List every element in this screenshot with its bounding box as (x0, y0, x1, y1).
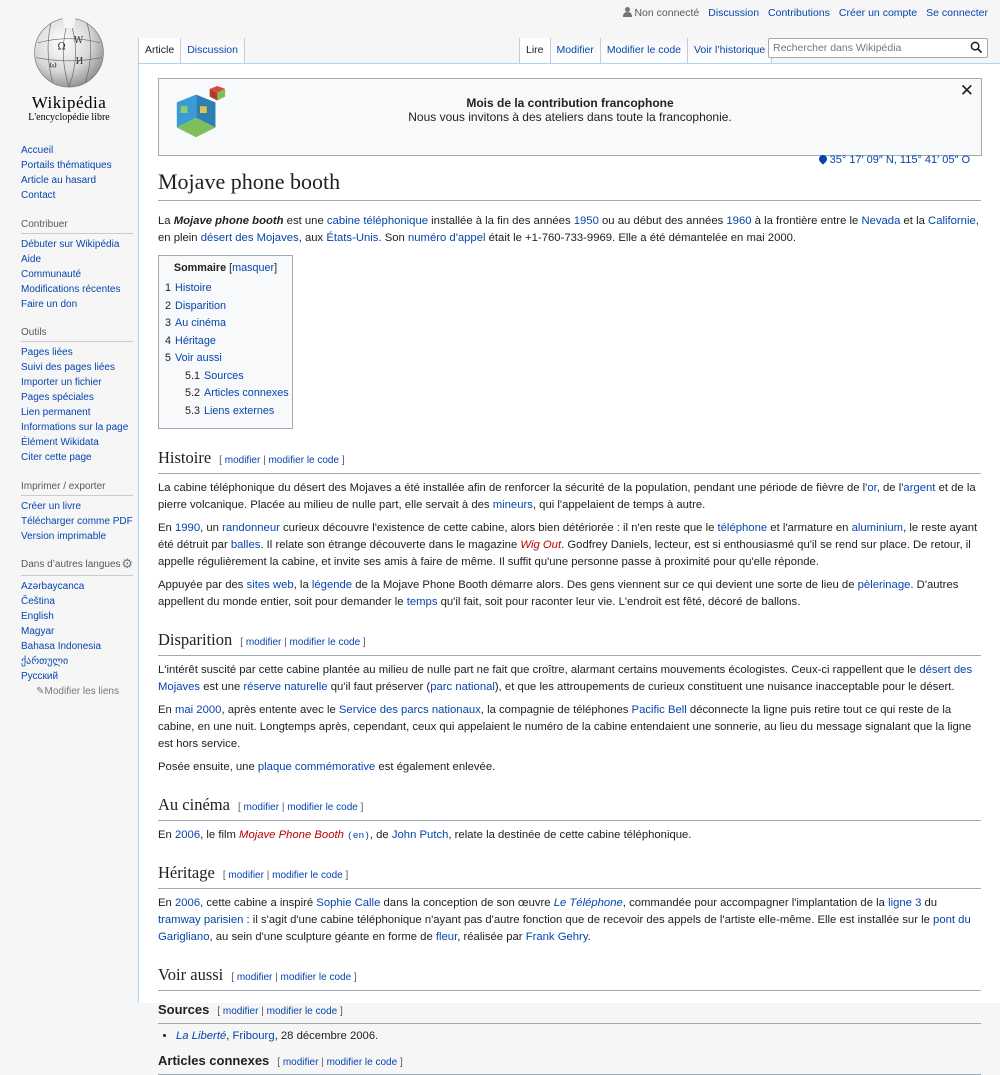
link-1960[interactable]: 1960 (726, 215, 752, 227)
link-nevada[interactable]: Nevada (861, 215, 901, 227)
edit-section-button[interactable]: modifier (282, 1057, 319, 1068)
link-etats-unis[interactable]: États-Unis (326, 232, 379, 244)
link-fleur[interactable]: fleur (435, 931, 458, 943)
disparition-paragraph-3: Posée ensuite, une plaque commémorative est également enlevée. (158, 761, 496, 773)
svg-text:W: W (73, 35, 84, 46)
edit-section-code-button[interactable]: modifier le code (326, 1057, 398, 1068)
main-content (138, 63, 1000, 1068)
login-link[interactable]: Se connecter (926, 7, 988, 19)
toc-item[interactable]: 5 Voir aussi (165, 352, 222, 364)
link-mai-2000[interactable]: mai 2000 (174, 704, 222, 716)
link-or[interactable]: or (867, 482, 877, 494)
toc-title: Sommaire (173, 262, 227, 274)
sidebar-item-suivi[interactable]: Suivi des pages liées (21, 362, 115, 373)
print-title: Imprimer / exporter (21, 481, 133, 496)
sidebar-item-upload[interactable]: Importer un fichier (21, 377, 102, 388)
sidebar-item-wikidata[interactable]: Élément Wikidata (21, 437, 99, 448)
tab-edit[interactable]: Modifier (551, 38, 601, 63)
cinema-paragraph: En 2006, le film Mojave Phone Booth (en), de John Putch, relate la destinée de cette cabine téléphonique. (158, 829, 692, 841)
gear-icon[interactable]: ⚙ (121, 556, 133, 571)
link-californie[interactable]: Californie (928, 215, 976, 227)
create-account-link[interactable]: Créer un compte (838, 7, 918, 19)
toc-item[interactable]: 3 Au cinéma (165, 317, 227, 329)
contribute-title: Contribuer (21, 219, 133, 234)
svg-text:Ω: Ω (57, 41, 66, 53)
section-edit-links: [ modifier | modifier le code ] (240, 637, 366, 648)
link-parc-national[interactable]: parc national (430, 681, 495, 693)
tab-discussion[interactable]: Discussion (181, 38, 245, 63)
sidebar-item-communaute[interactable]: Communauté (21, 268, 82, 280)
link-wig-out[interactable]: Wig Out (520, 539, 562, 551)
toc-item[interactable]: 2 Disparition (165, 299, 227, 312)
lang-hu[interactable]: Magyar (21, 626, 55, 637)
site-notice-banner (158, 78, 982, 156)
edit-section-code-button[interactable]: modifier le code (268, 455, 340, 466)
link-randonneur[interactable]: randonneur (222, 522, 280, 534)
personal-contributions-link[interactable]: Contributions (768, 7, 830, 19)
lang-id[interactable]: Bahasa Indonesia (21, 641, 102, 652)
print-portal (21, 481, 133, 543)
edit-section-button[interactable]: modifier (224, 455, 261, 466)
link-tramway[interactable]: tramway parisien (158, 914, 244, 926)
link-ligne-3[interactable]: ligne 3 (888, 897, 922, 909)
link-balles[interactable]: balles (230, 539, 261, 551)
edit-section-button[interactable]: modifier (245, 637, 282, 648)
section-edit-links: [ modifier | modifier le code ] (217, 1006, 343, 1017)
link-numero[interactable]: numéro d'appel (407, 232, 486, 244)
section-edit-links: [ modifier | modifier le code ] (237, 802, 364, 813)
link-2006[interactable]: 2006 (174, 829, 201, 841)
sidebar-item-pages-liees[interactable]: Pages liées (21, 347, 73, 358)
banner-title: Mois de la contribution francophone (466, 96, 674, 110)
sidebar-item-download-pdf[interactable]: Télécharger comme PDF (21, 515, 133, 527)
svg-text:И: И (75, 57, 84, 68)
toc-subitem[interactable]: 5.2 Articles connexes (185, 387, 289, 399)
link-reserve[interactable]: réserve naturelle (243, 681, 328, 693)
heritage-paragraph: En 2006, cette cabine a inspiré Sophie Calle dans la conception de son œuvre Le Téléphone, commandée pour accompagner l'implantation de la ligne 3 du tramway parisien : il s'agit d'une cabine téléphonique n'ayant pas d'autre fonction que de recevoir des appels de l'artiste elle-même. Elle est installée sur le pont du Garigliano, au sein d'une sculpture géante en forme de fleur, réalisée par Frank Gehry. (158, 897, 971, 943)
link-desert-mojaves[interactable]: désert des Mojaves (158, 664, 973, 693)
section-edit-links: [ modifier | modifier le code ] (222, 870, 349, 881)
edit-links-label: Modifier les liens (44, 686, 119, 697)
lang-az[interactable]: Azərbaycanca (21, 581, 85, 592)
link-pacific-bell[interactable]: Pacific Bell (631, 704, 687, 716)
sidebar-item-special-pages[interactable]: Pages spéciales (21, 392, 94, 403)
section-sources-heading: Sources [ modifier | modifier le code ] (158, 1001, 981, 1024)
tab-history[interactable]: Voir l’historique (688, 38, 772, 63)
link-desert[interactable]: désert des Mojaves (200, 232, 299, 244)
link-2006-heritage[interactable]: 2006 (174, 897, 201, 909)
lang-ka[interactable]: ქართული (21, 656, 69, 667)
disparition-paragraph-2: En mai 2000, après entente avec le Service des parcs nationaux, la compagnie de téléphones Pacific Bell déconnecte la ligne puis retire tout ce qui reste de la cabine, en une nuit. Longtemps après, cependant, ceux qui appelaient le numéro de la cabine entendaient une sonnerie, au lieu du message signalant que la ligne est hors service. (158, 704, 972, 750)
puzzle-globe-icon (28, 10, 110, 92)
sidebar (21, 145, 133, 715)
histoire-paragraph-3: Appuyée par des sites web, la légende de la Mojave Phone Booth démarre alors. Des gens viennent sur ce qui devient une sorte de lieu de pèlerinage. D'autres appellent du monde entier, soit pour demander le temps qu'il fait, soit pour raconter leur vie. L'endroit est fêté, décoré de ballons. (158, 579, 959, 608)
link-1990[interactable]: 1990 (174, 522, 201, 534)
link-john-putch[interactable]: John Putch (391, 829, 449, 841)
sources-list (158, 1030, 981, 1042)
histoire-paragraph-1: La cabine téléphonique du désert des Mojaves a été installée afin de renforcer la sécurité de la population, pendant une période de fièvre de l'or, de l'argent et de la pierre volcanique. Placée au milieu de nulle part, elle servait à des mineurs, qui l'appelaient de temps à autre. (158, 482, 976, 511)
coordinates[interactable] (819, 154, 970, 166)
view-tabs (519, 38, 772, 63)
edit-section-button[interactable]: modifier (236, 972, 273, 983)
toc-item[interactable]: 1 Histoire (165, 282, 212, 294)
link-sites-web[interactable]: sites web (246, 579, 294, 591)
link-aluminium[interactable]: aluminium (851, 522, 904, 534)
link-cabine[interactable]: cabine téléphonique (326, 215, 429, 227)
section-edit-links: [ modifier | modifier le code ] (219, 455, 345, 466)
languages-title: Dans d’autres langues (21, 559, 121, 570)
sidebar-item-portails[interactable]: Portails thématiques (21, 160, 112, 171)
section-heritage-heading: Héritage [ modifier | modifier le code ] (158, 862, 981, 889)
edit-section-code-button[interactable]: modifier le code (272, 870, 343, 881)
link-plaque[interactable]: plaque commémorative (257, 761, 376, 773)
section-articles-connexes-heading: Articles connexes [ modifier | modifier le code ] (158, 1052, 981, 1075)
list-item: • La Liberté, Fribourg, 28 décembre 2006. (176, 1030, 981, 1042)
lang-ru[interactable]: Русский (21, 671, 59, 682)
link-fribourg[interactable]: Fribourg (232, 1030, 275, 1042)
search-icon[interactable] (970, 41, 983, 54)
link-sophie-calle[interactable]: Sophie Calle (316, 897, 381, 909)
link-legende[interactable]: légende (311, 579, 353, 591)
section-cinema-heading: Au cinéma [ modifier | modifier le code ] (158, 794, 981, 821)
map-pin-icon (817, 153, 828, 164)
article-subject: Mojave phone booth (173, 215, 284, 227)
disparition-paragraph-1: L'intérêt suscité par cette cabine plantée au milieu de nulle part ne fait que croître, alarmant certains mouvements écologistes. Ceux-ci rappellent que le désert des Mojaves est une réserve naturelle qu'il faut préserver (parc national), et que les attroupements de curieux constituent une nuisance inacceptable pour le désert. (158, 664, 973, 693)
wikipedia-logo[interactable] (14, 10, 124, 123)
search-placeholder: Rechercher dans Wikipédia (773, 42, 902, 54)
logo-wordmark: Wikipédia (31, 93, 107, 112)
logo-tagline: L'encyclopédie libre (28, 112, 110, 123)
tab-edit-code[interactable]: Modifier le code (601, 38, 688, 63)
section-edit-links: [ modifier | modifier le code ] (277, 1057, 403, 1068)
link-1950[interactable]: 1950 (573, 215, 599, 227)
toc-toggle[interactable]: masquer (232, 262, 275, 274)
tools-title: Outils (21, 327, 133, 342)
edit-section-code-button[interactable]: modifier le code (287, 802, 358, 813)
section-histoire-heading: Histoire [ modifier | modifier le code ] (158, 447, 981, 474)
banner-subtitle: Nous vous invitons à des ateliers dans toute la francophonie. (408, 110, 732, 124)
svg-text:ω: ω (49, 60, 57, 71)
sidebar-item-aide[interactable]: Aide (21, 253, 42, 265)
edit-section-button[interactable]: modifier (222, 1006, 259, 1017)
lang-cs[interactable]: Čeština (21, 596, 55, 607)
tab-read[interactable]: Lire (519, 38, 551, 63)
link-mineurs[interactable]: mineurs (492, 499, 533, 511)
edit-section-code-button[interactable]: modifier le code (289, 637, 361, 648)
close-icon[interactable]: ✕ (959, 81, 974, 100)
sidebar-item-printable[interactable]: Version imprimable (21, 530, 107, 542)
toc-item[interactable]: 4 Héritage (165, 334, 216, 347)
section-disparition-heading: Disparition [ modifier | modifier le code ] (158, 629, 981, 656)
link-film[interactable]: Mojave Phone Booth (239, 829, 344, 841)
link-temps[interactable]: temps (406, 596, 438, 608)
toc-subitem[interactable]: 5.3 Liens externes (185, 404, 275, 417)
sidebar-item-permalink[interactable]: Lien permanent (21, 407, 91, 418)
tab-article[interactable]: Article (138, 38, 181, 63)
search-input[interactable] (768, 38, 988, 58)
toc-subitem[interactable]: 5.1 Sources (185, 369, 244, 382)
edit-links[interactable] (21, 686, 133, 698)
sidebar-item-create-book[interactable]: Créer un livre (21, 500, 82, 512)
link-telephone[interactable]: téléphone (717, 522, 768, 534)
personal-tools (623, 7, 988, 19)
table-of-contents: Sommaire [masquer] 1 Histoire 2 Disparition 3 Au cinéma 4 Héritage 5 Voir aussi 5.1 Sources 5.2 Articles connexes 5.3 Liens externes (158, 255, 293, 429)
link-argent[interactable]: argent (903, 482, 936, 494)
link-pelerinage[interactable]: pèlerinage (857, 579, 911, 591)
nav-portal (21, 145, 133, 202)
link-pont-garigliano[interactable]: pont du Garigliano (158, 914, 971, 943)
edit-section-code-button[interactable]: modifier le code (280, 972, 352, 983)
section-voir-aussi-heading: Voir aussi [ modifier | modifier le code ] (158, 964, 981, 991)
section-edit-links: [ modifier | modifier le code ] (231, 972, 357, 983)
sidebar-item-recent-changes[interactable]: Modifications récentes (21, 283, 121, 295)
personal-discussion-link[interactable]: Discussion (708, 7, 760, 19)
link-la-liberte[interactable]: La Liberté (176, 1030, 227, 1042)
pencil-icon: ✎ (36, 686, 45, 697)
lang-en[interactable]: English (21, 611, 54, 622)
histoire-paragraph-2: En 1990, un randonneur curieux découvre l'existence de cette cabine, alors bien détériorée : il n'en reste que le téléphone et l'armature en aluminium, le reste ayant été détruit par balles. Il relate son étrange découverte dans le magazine Wig Out. Godfrey Daniels, lecteur, est si enthousiasmé qu'il se rend sur place. De retour, il appelle régulièrement la cabine, et invite ses amis à faire de même. Il suffit qu'une personne passe à proximité pour qu'elle réponde. (158, 522, 978, 568)
sidebar-item-donate[interactable]: Faire un don (21, 298, 78, 310)
sidebar-item-contact[interactable]: Contact (21, 190, 56, 201)
user-icon (623, 7, 632, 17)
link-frank-gehry[interactable]: Frank Gehry (525, 931, 588, 943)
coordinates-link[interactable]: 35° 17′ 09″ N, 115° 41′ 05″ O (829, 154, 970, 166)
sidebar-item-cite[interactable]: Citer cette page (21, 452, 92, 463)
sidebar-item-page-info[interactable]: Informations sur la page (21, 422, 129, 433)
not-connected-label: Non connecté (634, 7, 700, 19)
page-title: Mojave phone booth (158, 168, 981, 201)
link-service-parcs[interactable]: Service des parcs nationaux (338, 704, 481, 716)
edit-section-button[interactable]: modifier (228, 870, 264, 881)
sidebar-item-random[interactable]: Article au hasard (21, 175, 97, 186)
sidebar-item-accueil[interactable]: Accueil (21, 145, 54, 156)
edit-section-button[interactable]: modifier (243, 802, 280, 813)
namespace-tabs (138, 38, 245, 63)
link-en-interwiki[interactable]: (en) (347, 830, 370, 841)
contribute-portal (21, 219, 133, 311)
intro-paragraph: La Mojave phone booth est une cabine téléphonique installée à la fin des années 1950 ou au début des années 1960 à la frontière entre le Nevada et la Californie, en plein désert des Mojaves, aux États-Unis. Son numéro d'appel était le +1-760-733-9969. Elle a été démantelée en mai 2000. (158, 215, 979, 244)
link-le-telephone[interactable]: Le Téléphone (553, 897, 623, 909)
tools-portal (21, 327, 133, 464)
edit-section-code-button[interactable]: modifier le code (266, 1006, 338, 1017)
sidebar-item-debuter[interactable]: Débuter sur Wikipédia (21, 238, 120, 250)
languages-portal (21, 556, 133, 698)
not-connected-status (623, 7, 699, 19)
